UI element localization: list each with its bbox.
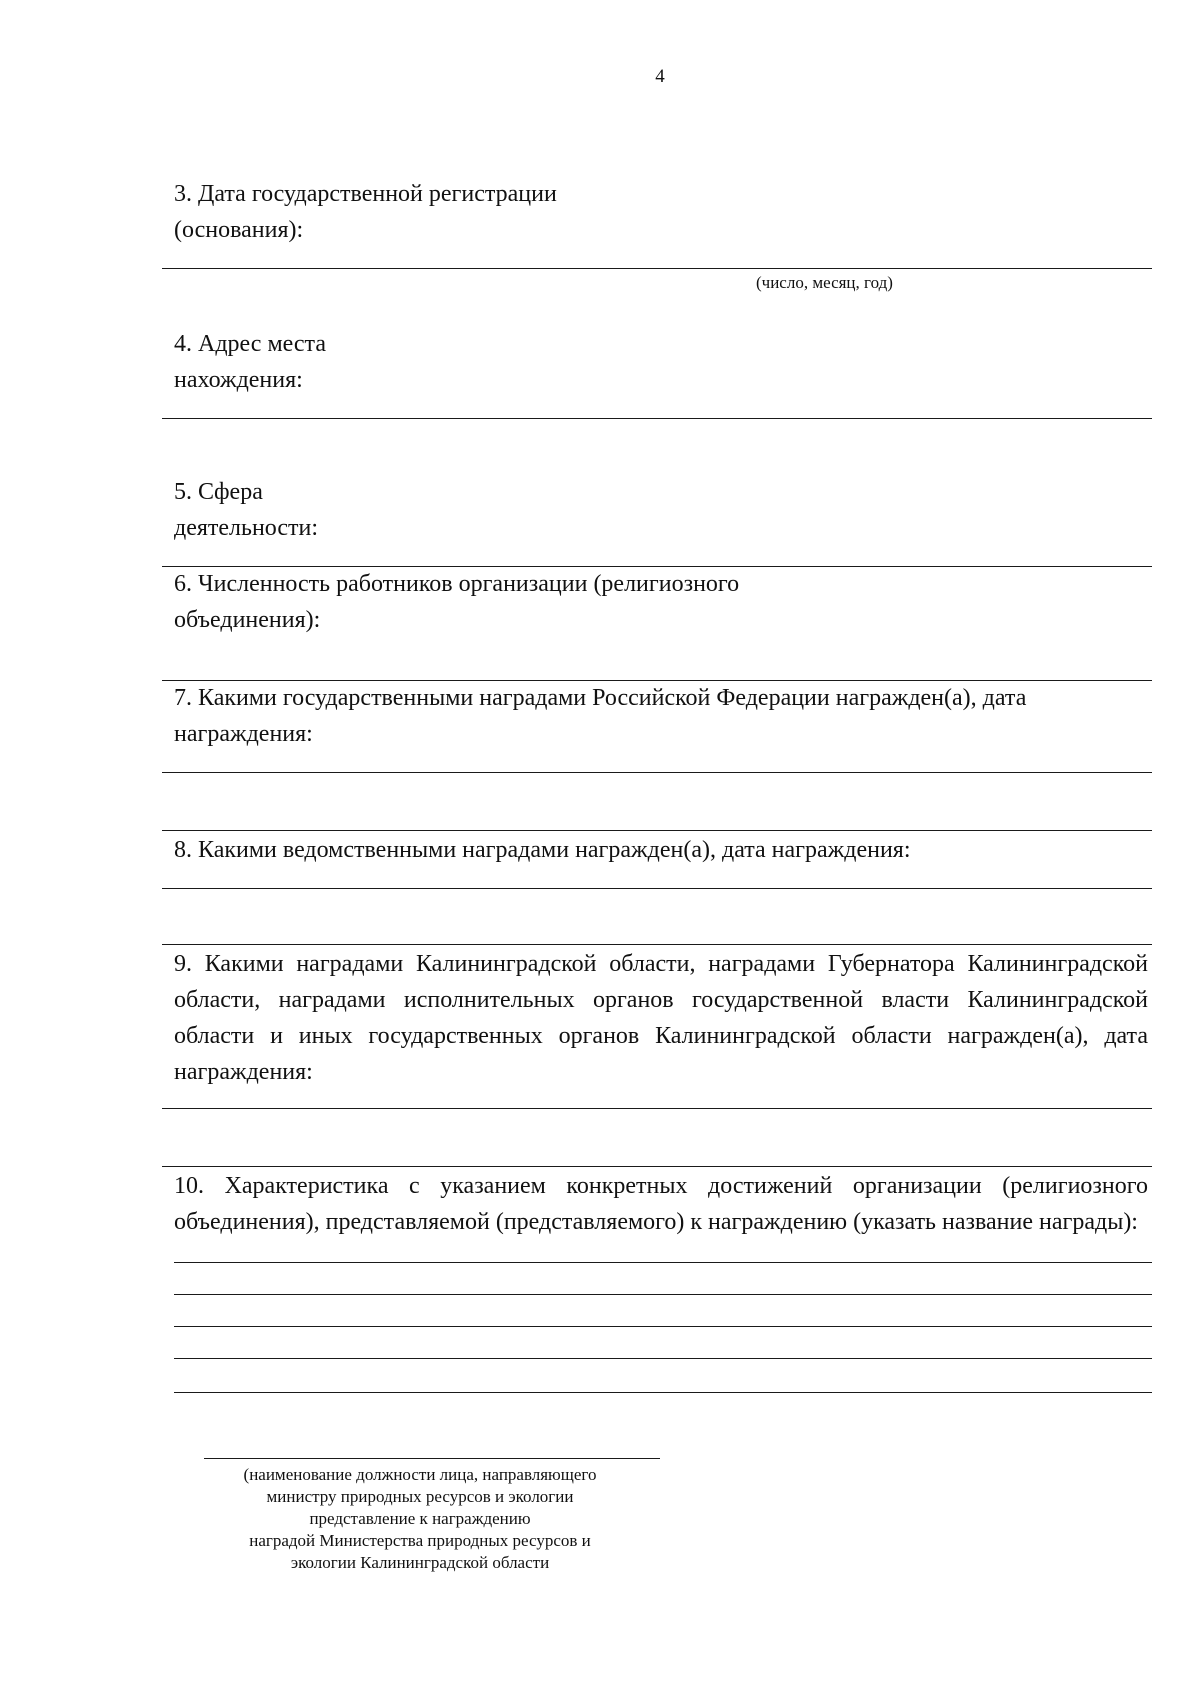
section-6-label-line1: 6. Численность работников организации (религиозного [174,571,740,597]
section-7-label-line2: награждения: [174,721,313,747]
section-3-label [174,176,557,248]
section-4-label-line1: 4. Адрес места [174,331,326,357]
section-9-text: 9. Какими наградами Калининградской области, наградами Губернатора Калининградской области, наградами исполнительных органов государственной власти Калининградской области и иных государственных органов Калининградской области награжден(а), дата награждения: [174,951,1148,1085]
section-3-input-line[interactable] [162,268,1152,269]
section-10-input-line-5[interactable] [174,1392,1152,1393]
signature-note-line4: наградой Министерства природных ресурсов и [249,1531,591,1550]
section-7-input-line-2[interactable] [162,830,1152,831]
section-6-label-line2: объединения): [174,607,321,633]
section-9-input-line-2[interactable] [162,1166,1152,1167]
signature-note [170,1464,670,1574]
section-10-input-line-4[interactable] [174,1358,1152,1359]
signature-note-line2: министру природных ресурсов и экологии [266,1487,574,1506]
section-5-label [174,474,318,546]
section-4-input-line[interactable] [162,418,1152,419]
section-3-label-line1: 3. Дата государственной регистрации [174,181,557,207]
signature-note-line3: представление к награждению [309,1509,531,1528]
signature-note-line1: (наименование должности лица, направляющего [243,1465,597,1484]
section-8-input-line-2[interactable] [162,944,1152,945]
signature-line[interactable] [204,1458,660,1459]
section-4-label-line2: нахождения: [174,367,303,393]
section-5-label-line1: 5. Сфера [174,479,263,505]
section-9-input-line-1[interactable] [162,1108,1152,1109]
signature-note-line5: экологии Калининградской области [290,1553,550,1572]
section-5-label-line2: деятельности: [174,515,319,541]
section-8-label: 8. Какими ведомственными наградами награжден(а), дата награждения: [174,837,911,863]
section-10-input-line-2[interactable] [174,1294,1152,1295]
section-10-input-line-3[interactable] [174,1326,1152,1327]
section-7-label [174,680,1026,752]
section-7-input-line-1[interactable] [162,772,1152,773]
date-caption: (число, месяц, год) [756,273,893,292]
section-7-label-line1: 7. Какими государственными наградами Российской Федерации награжден(а), дата [174,685,1027,711]
section-3-label-line2: (основания): [174,217,304,243]
page-number: 4 [655,66,665,87]
section-4-label [174,326,326,398]
section-8-input-line-1[interactable] [162,888,1152,889]
section-10-text: 10. Характеристика с указанием конкретных достижений организации (религиозного объединения), представляемой (представляемого) к награждению (указать название награды): [174,1173,1148,1235]
section-6-label [174,566,739,638]
section-10-input-line-1[interactable] [174,1262,1152,1263]
